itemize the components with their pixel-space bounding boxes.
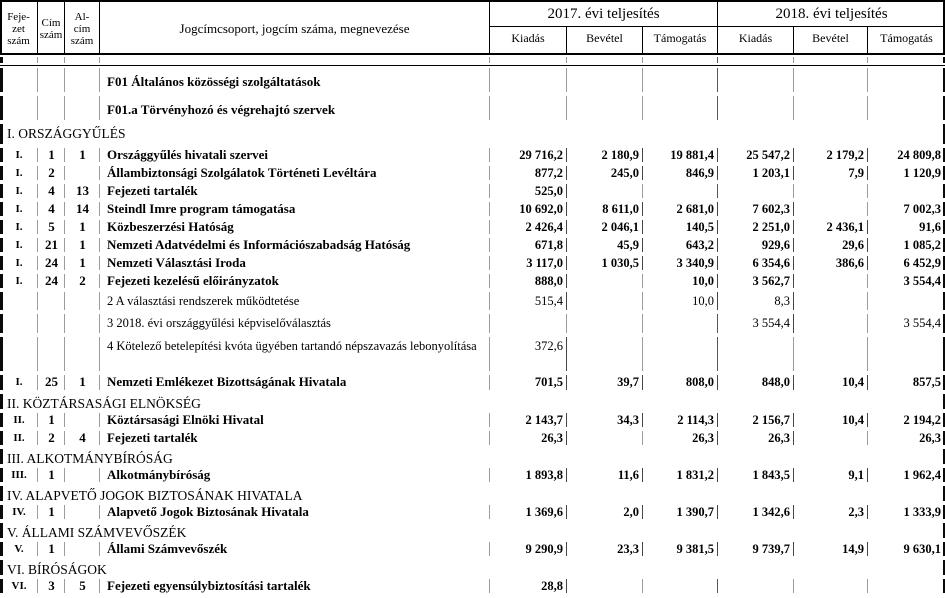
value-cell — [567, 290, 643, 312]
value-cell: 2 114,3 — [643, 411, 718, 429]
table-row-section — [0, 521, 945, 540]
value-cell: 1 342,6 — [718, 503, 794, 521]
value-cell: 3 554,4 — [903, 316, 941, 330]
alcim-cell — [65, 411, 100, 429]
cim-cell: 1 — [38, 411, 65, 429]
cim-cell: 24 — [38, 272, 65, 290]
header-alcim-line3: szám — [70, 34, 94, 47]
name-cell: Steindl Imre program támogatása — [100, 200, 490, 218]
section-title: III. ALKOTMÁNYBÍRÓSÁG — [7, 451, 173, 466]
table-row-sub — [0, 290, 945, 312]
value-cell: 8 611,0 — [567, 200, 643, 218]
value-cell: 9 630,1 — [903, 542, 941, 556]
name-cell: Fejezeti tartalék — [100, 429, 490, 447]
fejezet-cell: III. — [0, 466, 38, 484]
name-cell: F01.a Törvényhozó és végrehajtó szervek — [100, 94, 490, 122]
header-cim-line1: Cím — [41, 16, 61, 29]
table-row-entry — [0, 429, 945, 447]
value-cell — [718, 66, 794, 94]
alcim-cell — [65, 466, 100, 484]
value-cell: 28,8 — [490, 577, 567, 595]
value-cell — [567, 66, 643, 94]
header-fejezet-line2: zet — [12, 22, 25, 35]
value-cell: 2 426,4 — [490, 218, 567, 236]
fejezet-cell: II. — [0, 429, 38, 447]
value-cell: 10,0 — [643, 272, 718, 290]
value-cell: 2 156,7 — [718, 411, 794, 429]
value-cell: 2 194,2 — [903, 413, 941, 427]
value-cell: 26,3 — [643, 429, 718, 447]
section-title: VI. BÍRÓSÁGOK — [7, 562, 107, 577]
header-2018-bevetel: Bevétel — [794, 27, 868, 55]
value-cell — [868, 290, 945, 312]
value-cell — [794, 429, 868, 447]
value-cell: 8,3 — [718, 290, 794, 312]
fejezet-cell — [0, 335, 38, 373]
value-cell: 3 554,4 — [903, 274, 941, 288]
table-row-entry — [0, 577, 945, 595]
value-cell: 26,3 — [718, 429, 794, 447]
value-cell: 140,5 — [643, 218, 718, 236]
alcim-cell: 13 — [65, 182, 100, 200]
value-cell: 2 436,1 — [794, 218, 868, 236]
value-cell: 2,3 — [794, 503, 868, 521]
value-cell: 2 046,1 — [567, 218, 643, 236]
value-cell: 1 085,2 — [903, 238, 941, 252]
value-cell — [794, 335, 868, 373]
fejezet-cell — [0, 290, 38, 312]
value-cell — [643, 182, 718, 200]
value-cell — [868, 335, 945, 373]
fejezet-cell: I. — [0, 218, 38, 236]
fejezet-cell: IV. — [0, 503, 38, 521]
table-row-f01 — [0, 66, 945, 94]
alcim-cell — [65, 312, 100, 335]
name-cell: Nemzeti Adatvédelmi és Információszabadság Hatóság — [100, 236, 490, 254]
value-cell: 245,0 — [567, 164, 643, 182]
value-cell: 91,6 — [919, 220, 941, 234]
cim-cell — [38, 312, 65, 335]
alcim-cell: 14 — [65, 200, 100, 218]
value-cell: 1 333,9 — [903, 505, 941, 519]
table-row-section — [0, 392, 945, 411]
header-fejezet-line1: Feje- — [7, 10, 30, 23]
value-cell: 34,3 — [567, 411, 643, 429]
value-cell: 14,9 — [794, 540, 868, 558]
value-cell — [868, 182, 945, 200]
value-cell: 19 881,4 — [643, 146, 718, 164]
header-year-2018: 2018. évi teljesítés — [718, 2, 945, 27]
header-2017-bevetel: Bevétel — [567, 27, 643, 55]
header-cim-line2: szám — [39, 28, 63, 41]
table-row-section — [0, 484, 945, 503]
section-title: IV. ALAPVETŐ JOGOK BIZTOSÁNAK HIVATALA — [7, 488, 303, 503]
value-cell — [718, 335, 794, 373]
value-cell — [643, 312, 718, 335]
value-cell — [490, 94, 567, 122]
value-cell: 877,2 — [490, 164, 567, 182]
table-row-sub — [0, 312, 945, 335]
value-cell — [794, 66, 868, 94]
value-cell: 1 390,7 — [643, 503, 718, 521]
value-cell: 26,3 — [490, 429, 567, 447]
cim-cell: 25 — [38, 373, 65, 392]
alcim-cell: 5 — [65, 577, 100, 595]
value-cell: 846,9 — [643, 164, 718, 182]
value-cell — [794, 290, 868, 312]
name-cell: Közbeszerzési Hatóság — [100, 218, 490, 236]
cim-cell: 21 — [38, 236, 65, 254]
fejezet-cell — [0, 94, 38, 122]
value-cell: 2 681,0 — [643, 200, 718, 218]
alcim-cell: 1 — [65, 146, 100, 164]
header-2018-tamogatas: Támogatás — [880, 31, 933, 45]
value-cell — [794, 577, 868, 595]
table-row-entry — [0, 503, 945, 521]
value-cell — [643, 66, 718, 94]
alcim-cell — [65, 66, 100, 94]
name-cell: 3 2018. évi országgyűlési képviselőválasztás — [100, 312, 490, 335]
alcim-cell: 1 — [65, 236, 100, 254]
value-cell: 9 739,7 — [718, 540, 794, 558]
header-2017-tamogatas: Támogatás — [643, 27, 718, 55]
fejezet-cell: I. — [0, 164, 38, 182]
table-row-f01 — [0, 94, 945, 122]
value-cell: 1 831,2 — [643, 466, 718, 484]
value-cell — [794, 182, 868, 200]
value-cell: 2 143,7 — [490, 411, 567, 429]
section-title: V. ÁLLAMI SZÁMVEVŐSZÉK — [7, 525, 187, 540]
table-row-entry — [0, 200, 945, 218]
value-cell — [567, 577, 643, 595]
alcim-cell: 2 — [65, 272, 100, 290]
name-cell: Alapvető Jogok Biztosának Hivatala — [100, 503, 490, 521]
header-alcim-line1: Al- — [74, 10, 90, 23]
value-cell: 29,6 — [794, 236, 868, 254]
name-cell: Köztársasági Elnöki Hivatal — [100, 411, 490, 429]
section-title: II. KÖZTÁRSASÁGI ELNÖKSÉG — [7, 396, 201, 411]
cim-cell: 1 — [38, 540, 65, 558]
header-megnevezes: Jogcímcsoport, jogcím száma, megnevezése — [100, 2, 490, 55]
fejezet-cell: I. — [0, 182, 38, 200]
value-cell: 2 180,9 — [567, 146, 643, 164]
fejezet-cell: I. — [0, 373, 38, 392]
value-cell — [868, 66, 945, 94]
alcim-cell — [65, 290, 100, 312]
value-cell: 9 381,5 — [643, 540, 718, 558]
value-cell — [718, 182, 794, 200]
table-row-section — [0, 447, 945, 466]
value-cell: 7 602,3 — [718, 200, 794, 218]
value-cell: 1 369,6 — [490, 503, 567, 521]
cim-cell: 2 — [38, 429, 65, 447]
alcim-cell — [65, 164, 100, 182]
name-cell: Állambiztonsági Szolgálatok Történeti Levéltára — [100, 164, 490, 182]
header-year-2017: 2017. évi teljesítés — [490, 2, 718, 27]
fejezet-cell: I. — [0, 272, 38, 290]
cim-cell — [38, 66, 65, 94]
fejezet-cell: VI. — [0, 577, 38, 595]
cim-cell: 3 — [38, 577, 65, 595]
cim-cell: 4 — [38, 182, 65, 200]
value-cell: 11,6 — [567, 466, 643, 484]
table-row-entry — [0, 373, 945, 392]
table-body — [0, 66, 945, 595]
value-cell — [567, 312, 643, 335]
value-cell: 6 354,6 — [718, 254, 794, 272]
fejezet-cell: I. — [0, 236, 38, 254]
name-cell: 4 Kötelező betelepítési kvóta ügyében tartandó népszavazás lebonyolítása — [100, 335, 490, 373]
name-cell: Országgyűlés hivatali szervei — [100, 146, 490, 164]
value-cell — [794, 200, 868, 218]
table-row-entry — [0, 254, 945, 272]
value-cell: 929,6 — [718, 236, 794, 254]
header-fejezet-line3: szám — [7, 34, 30, 47]
cim-cell — [38, 335, 65, 373]
value-cell: 1 120,9 — [903, 166, 941, 180]
table-row-entry — [0, 164, 945, 182]
value-cell — [490, 312, 567, 335]
name-cell: 2 A választási rendszerek működtetése — [100, 290, 490, 312]
header-alcim-szam — [65, 2, 100, 55]
value-cell: 23,3 — [567, 540, 643, 558]
header-fejezet-szam — [0, 2, 38, 55]
value-cell: 3 554,4 — [718, 312, 794, 335]
header-cim-szam — [38, 2, 65, 55]
name-cell: Fejezeti egyensúlybiztosítási tartalék — [100, 577, 490, 595]
spacer-row — [0, 55, 945, 66]
value-cell: 45,9 — [567, 236, 643, 254]
name-cell: Nemzeti Választási Iroda — [100, 254, 490, 272]
cim-cell: 2 — [38, 164, 65, 182]
fejezet-cell: V. — [0, 540, 38, 558]
value-cell: 2,0 — [567, 503, 643, 521]
table-row-entry — [0, 182, 945, 200]
value-cell: 515,4 — [490, 290, 567, 312]
table-row-entry — [0, 540, 945, 558]
name-cell: F01 Általános közösségi szolgáltatások — [100, 66, 490, 94]
alcim-cell — [65, 335, 100, 373]
cim-cell — [38, 94, 65, 122]
fejezet-cell: I. — [0, 254, 38, 272]
table-header — [0, 0, 945, 55]
value-cell — [567, 272, 643, 290]
value-cell: 386,6 — [794, 254, 868, 272]
alcim-cell: 1 — [65, 254, 100, 272]
alcim-cell — [65, 503, 100, 521]
value-cell: 2 179,2 — [794, 146, 868, 164]
fejezet-cell — [0, 66, 38, 94]
name-cell: Nemzeti Emlékezet Bizottságának Hivatala — [100, 373, 490, 392]
fejezet-cell: II. — [0, 411, 38, 429]
value-cell: 1 030,5 — [567, 254, 643, 272]
table-row-entry — [0, 272, 945, 290]
value-cell: 848,0 — [718, 373, 794, 392]
value-cell: 24 809,8 — [897, 148, 941, 162]
value-cell — [868, 94, 945, 122]
value-cell: 701,5 — [490, 373, 567, 392]
table-row-entry — [0, 146, 945, 164]
name-cell: Alkotmánybíróság — [100, 466, 490, 484]
value-cell: 10,4 — [794, 411, 868, 429]
header-2017-kiadas: Kiadás — [490, 27, 567, 55]
cim-cell: 1 — [38, 146, 65, 164]
value-cell: 671,8 — [490, 236, 567, 254]
cim-cell — [38, 290, 65, 312]
value-cell — [567, 94, 643, 122]
alcim-cell — [65, 540, 100, 558]
value-cell — [643, 577, 718, 595]
value-cell: 3 562,7 — [718, 272, 794, 290]
table-row-sub — [0, 335, 945, 373]
value-cell — [794, 94, 868, 122]
value-cell: 1 843,5 — [718, 466, 794, 484]
value-cell: 10,0 — [643, 290, 718, 312]
fejezet-cell — [0, 312, 38, 335]
value-cell — [794, 312, 868, 335]
value-cell: 2 251,0 — [718, 218, 794, 236]
table-row-entry — [0, 218, 945, 236]
value-cell: 10,4 — [794, 373, 868, 392]
table-row-entry — [0, 411, 945, 429]
value-cell: 39,7 — [567, 373, 643, 392]
value-cell: 808,0 — [643, 373, 718, 392]
value-cell: 643,2 — [643, 236, 718, 254]
value-cell: 372,6 — [490, 335, 567, 373]
value-cell: 3 340,9 — [643, 254, 718, 272]
header-2018-kiadas: Kiadás — [718, 27, 794, 55]
value-cell — [567, 335, 643, 373]
table-row-section — [0, 122, 945, 146]
value-cell: 3 117,0 — [490, 254, 567, 272]
value-cell: 25 547,2 — [718, 146, 794, 164]
alcim-cell: 1 — [65, 218, 100, 236]
value-cell: 29 716,2 — [490, 146, 567, 164]
value-cell: 857,5 — [912, 375, 941, 389]
fejezet-cell: I. — [0, 146, 38, 164]
value-cell — [567, 429, 643, 447]
name-cell: Fejezeti kezelésű előirányzatok — [100, 272, 490, 290]
fejezet-cell: I. — [0, 200, 38, 218]
value-cell — [643, 94, 718, 122]
value-cell: 7 002,3 — [903, 202, 941, 216]
value-cell: 9,1 — [794, 466, 868, 484]
cim-cell: 5 — [38, 218, 65, 236]
value-cell: 6 452,9 — [903, 256, 941, 270]
value-cell: 888,0 — [490, 272, 567, 290]
alcim-cell: 4 — [65, 429, 100, 447]
value-cell — [643, 335, 718, 373]
value-cell: 1 962,4 — [903, 468, 941, 482]
section-title: I. ORSZÁGGYŰLÉS — [7, 126, 126, 141]
value-cell — [490, 66, 567, 94]
cim-cell: 4 — [38, 200, 65, 218]
value-cell: 1 893,8 — [490, 466, 567, 484]
header-alcim-line2: cím — [73, 22, 91, 35]
alcim-cell — [65, 94, 100, 122]
alcim-cell: 1 — [65, 373, 100, 392]
table-row-section — [0, 558, 945, 577]
cim-cell: 1 — [38, 466, 65, 484]
value-cell — [567, 182, 643, 200]
name-cell: Fejezeti tartalék — [100, 182, 490, 200]
table-row-entry — [0, 236, 945, 254]
value-cell: 26,3 — [919, 431, 941, 445]
value-cell — [868, 577, 945, 595]
value-cell — [718, 94, 794, 122]
value-cell: 525,0 — [490, 182, 567, 200]
value-cell — [718, 577, 794, 595]
value-cell: 7,9 — [794, 164, 868, 182]
cim-cell: 1 — [38, 503, 65, 521]
value-cell: 10 692,0 — [490, 200, 567, 218]
value-cell: 1 203,1 — [718, 164, 794, 182]
table-row-entry — [0, 466, 945, 484]
cim-cell: 24 — [38, 254, 65, 272]
value-cell: 9 290,9 — [490, 540, 567, 558]
value-cell — [794, 272, 868, 290]
name-cell: Állami Számvevőszék — [100, 540, 490, 558]
